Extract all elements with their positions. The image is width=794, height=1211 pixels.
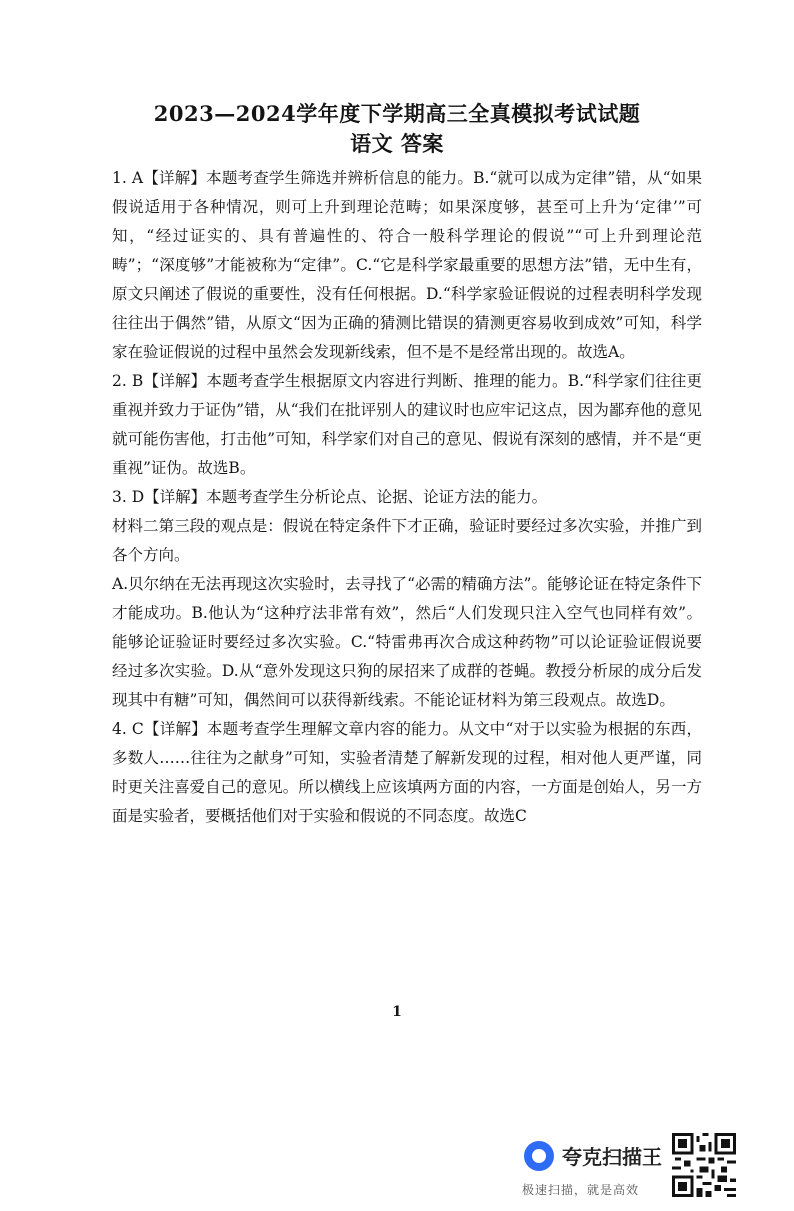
watermark-app-name: 夸克扫描王	[562, 1145, 662, 1169]
document-title: 2023—2024学年度下学期高三全真模拟考试试题	[153, 101, 641, 126]
answer-1: 1. A【详解】本题考查学生筛选并辨析信息的能力。B.“就可以成为定律”错，从“如果假说适用于各种情况，则可上升到理论范畴；如果深度够，甚至可上升为‘定律’”可知，“经过证实的、具有普遍性的、符合一般科学理论的假说”“可上升到理论范畴”；“深度够”才能被称为“定律”。C.“它是科学家最重要的思想方法”错，无中生有，原文只阐述了假说的重要性，没有任何根据。D.“科学家验证假说的过程表明科学发现往往出于偶然”错，从原文“因为正确的猜测比错误的猜测更容易收到成效”可知，科学家在验证假说的过程中虽然会发现新线索，但不是不是经常出现的。故选A。	[112, 169, 702, 361]
watermark-slogan: 极速扫描，就是高效	[522, 1183, 640, 1197]
quark-logo-icon	[524, 1141, 554, 1171]
answer-3-analysis: A.贝尔纳在无法再现这次实验时，去寻找了“必需的精确方法”。能够论证在特定条件下才能成功。B.他认为“这种疗法非常有效”，然后“人们发现只注入空气也同样有效”。能够论证验证时要经过多次实验。C.“特雷弗再次合成这种药物”可以论证验证假说要经过多次实验。D.从“意外发现这只狗的尿招来了成群的苍蝇。教授分析尿的成分后发现其中有糖”可知，偶然间可以获得新线索。不能论证材料为第三段观点。故选D。	[112, 575, 702, 709]
answer-3-viewpoint: 材料二第三段的观点是：假说在特定条件下才正确，验证时要经过多次实验，并推广到各个方向。	[112, 517, 702, 564]
answer-body	[112, 164, 702, 831]
qr-code-icon	[672, 1133, 736, 1197]
answer-4: 4. C【详解】本题考查学生理解文章内容的能力。从文中“对于以实验为根据的东西，多数人……往往为之献身”可知，实验者清楚了解新发现的过程，相对他人更严谨，同时更关注喜爱自己的意见。所以横线上应该填两方面的内容，一方面是创始人，另一方面是实验者，要概括他们对于实验和假说的不同态度。故选C	[112, 720, 702, 825]
page-number: 1	[392, 1004, 402, 1020]
scanner-watermark	[520, 1133, 750, 1203]
document-subtitle: 语文 答案	[350, 131, 444, 156]
answer-2: 2. B【详解】本题考查学生根据原文内容进行判断、推理的能力。B.“科学家们往往更重视并致力于证伪”错，从“我们在批评别人的建议时也应牢记这点，因为鄙弃他的意见就可能伤害他，打击他”可知，科学家们对自己的意见、假说有深刻的感情，并不是“更重视”证伪。故选B。	[112, 372, 702, 477]
answer-3-head: 3. D【详解】本题考查学生分析论点、论据、论证方法的能力。	[112, 488, 548, 506]
